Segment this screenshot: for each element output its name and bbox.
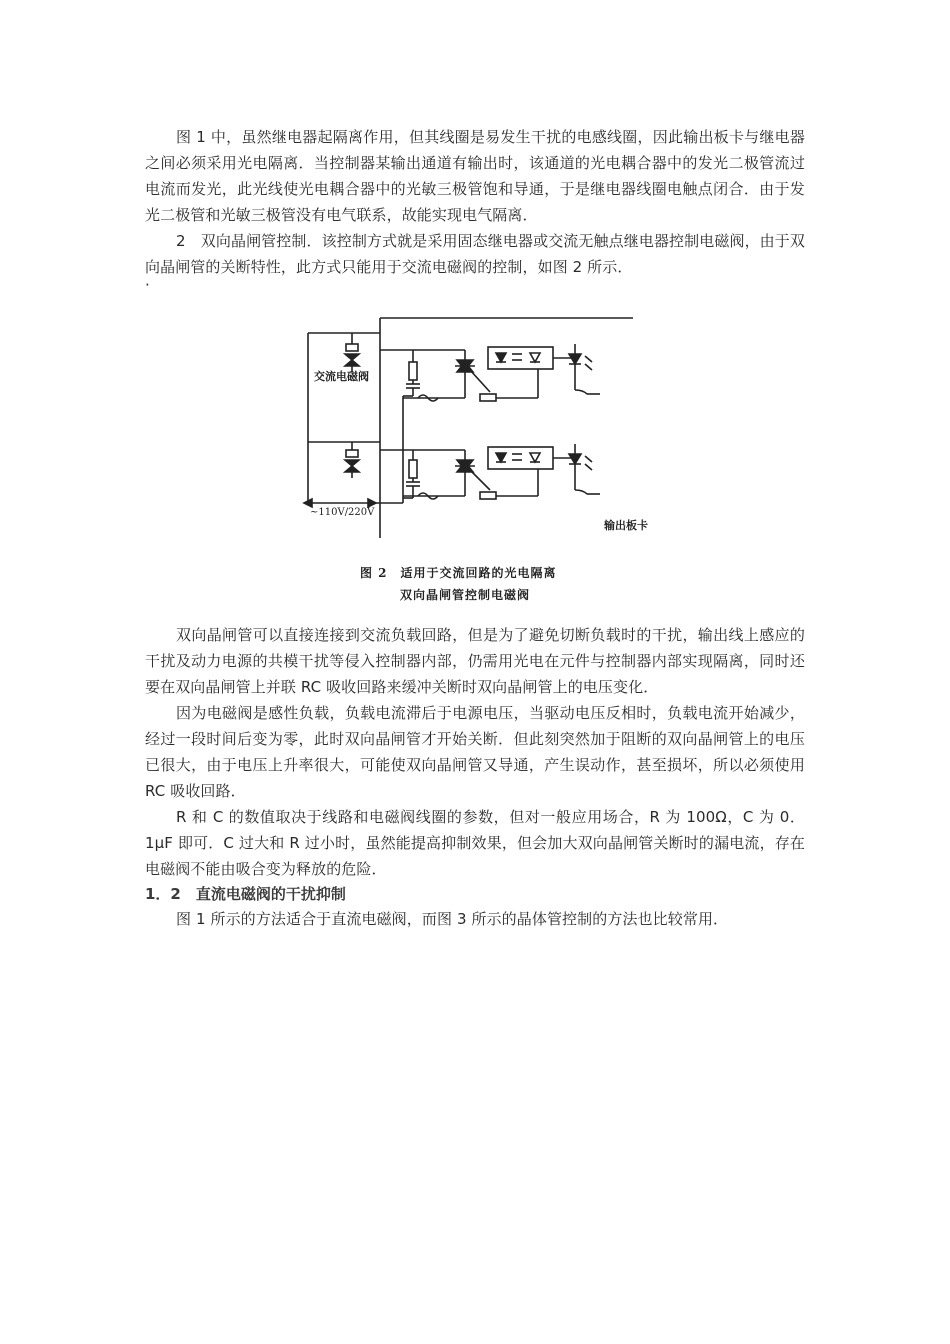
figure-caption-line2: 双向晶闸管控制电磁阀: [400, 588, 531, 602]
paragraph-inductive-load: 因为电磁阀是感性负载，负载电流滞后于电源电压，当驱动电压反相时，负载电流开始减少，经过一段时间后变为零，此时双向晶闸管才开始关断．但此刻突然加于阻断的双向晶闸管上的电压已很大，由于电压上升率很大，可能使双向晶闸管又导通，产生误动作，甚至损坏，所以必须使用 RC 吸收回路．: [145, 704, 805, 800]
section-heading-dc-valve: 1．2 直流电磁阀的干扰抑制: [145, 885, 346, 903]
figure-caption-line1: 图 2 适用于交流回路的光电隔离: [360, 566, 557, 580]
label-output-card: 输出板卡: [604, 519, 648, 532]
paragraph-triac-control: 2 双向晶闸管控制．该控制方式就是采用固态继电器或交流无触点继电器控制电磁阀，由于双向晶闸管的关断特性，此方式只能用于交流电磁阀的控制，如图 2 所示．: [145, 232, 805, 276]
paragraph-relay-isolation: 图 1 中，虽然继电器起隔离作用，但其线圈是易发生干扰的电感线圈，因此输出板卡与继电器之间必须采用光电隔离．当控制器某输出通道有输出时，该通道的光电耦合器中的发光二极管流过电流而发光，此光线使光电耦合器中的光敏三极管饱和导通，于是继电器线圈电触点闭合．由于发光二极管和光敏三极管没有电气联系，故能实现电气隔离．: [145, 128, 805, 224]
bottom-text-section: [145, 622, 805, 932]
label-supply-voltage: ~110V/220V: [310, 507, 375, 518]
paragraph-dc-method: 图 1 所示的方法适合于直流电磁阀，而图 3 所示的晶体管控制的方法也比较常用．: [176, 910, 729, 928]
stray-dot: ·: [145, 276, 150, 294]
label-ac-solenoid-valve: 交流电磁阀: [314, 370, 369, 383]
paragraph-triac-direct-connection: 双向晶闸管可以直接连接到交流负载回路，但是为了避免切断负载时的干扰，输出线上感应的干扰及动力电源的共模干扰等侵入控制器内部，仍需用光电在元件与控制器内部实现隔离，同时还要在双向晶闸管上并联 RC 吸收回路来缓冲关断时双向晶闸管上的电压变化．: [145, 626, 805, 696]
paragraph-rc-values: R 和 C 的数值取决于线路和电磁阀线圈的参数，但对一般应用场合，R 为 100Ω，C 为 0．1μF 即可．C 过大和 R 过小时，虽然能提高抑制效果，但会加大双向晶闸管关断时的漏电流，存在电磁阀不能由吸合变为释放的危险．: [145, 808, 805, 878]
circuit-diagram: [290, 310, 640, 560]
top-text-section: [145, 124, 805, 294]
figure-2-circuit: [290, 310, 648, 610]
